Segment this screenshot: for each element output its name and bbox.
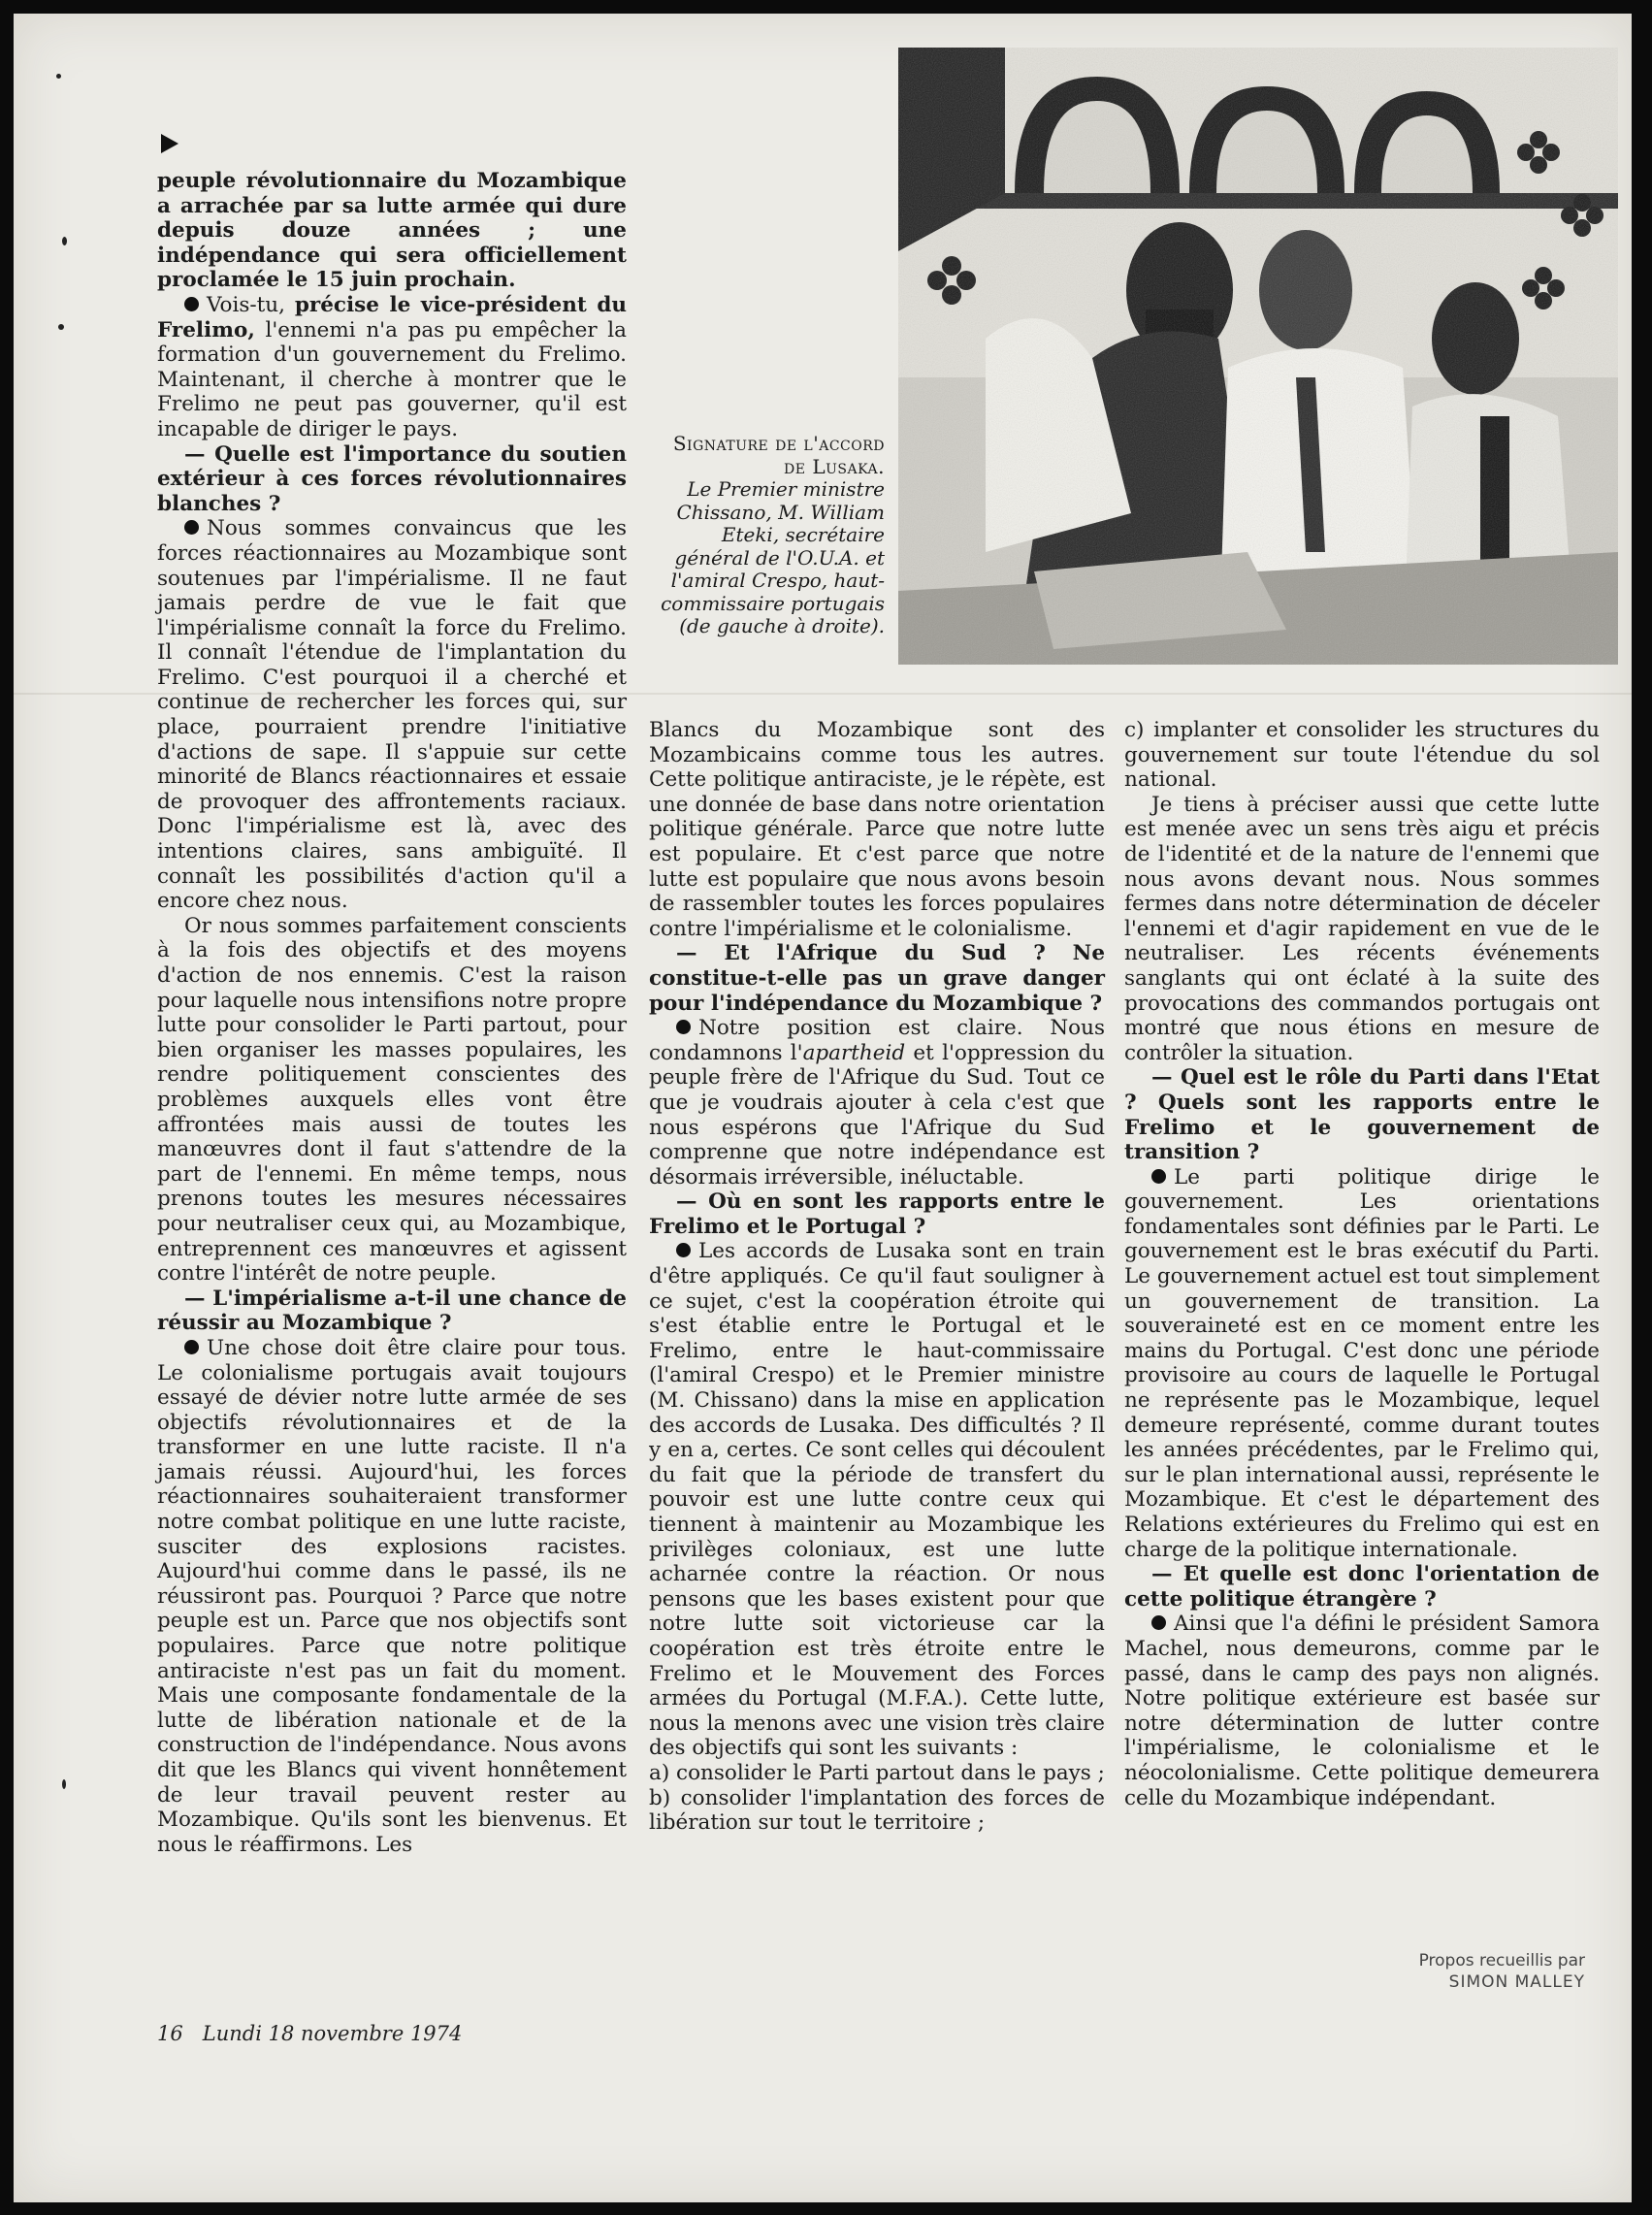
paragraph: Les accords de Lusaka sont en train d'être appliqués. Ce qu'il faut souligner à ce sujet, c'est la coopération étroite qui s'est établie entre le Portugal et le Frelimo, entre le haut-commissaire (l'amiral Crespo) et le Premier ministre (M. Chissano) dans la mise en application des accords de Lusaka. Des difficultés ? Il y en a, certes. Ce sont celles qui découlent du fait que la période de transfert du pouvoir est une lutte contre ceux qui tiennent à maintenir au Mozambique les privilèges coloniaux, est une lutte acharnée contre la réaction. Or nous pensons que les bases existent pour que notre lutte soit victorieuse car la coopération est très étroite entre le Frelimo et le Mouvement des Forces armées du Portugal (M.F.A.). Cette lutte, nous la menons avec une vision très claire des objectifs qui sont les suivants : — [649, 1239, 1105, 1761]
issue-date: Lundi 18 novembre 1974 — [202, 2022, 463, 2045]
caption-body: Le Premier ministre Chissano, M. William Eteki, secrétaire général de l'O.U.A. et l'amiral Crespo, haut-commissaire portugais (de gauche à droite). — [661, 477, 885, 637]
print-speck — [62, 237, 67, 245]
interview-question: — Et quelle est donc l'orientation de cette politique étrangère ? — [1124, 1562, 1600, 1612]
credit-line: Propos recueillis par — [1418, 1951, 1585, 1971]
page-number: 16 — [157, 2022, 183, 2045]
photo-illustration — [898, 48, 1618, 665]
bullet-icon — [184, 520, 199, 535]
list-item: b) consolider l'implantation des forces de libération sur tout le territoire ; — [649, 1785, 1105, 1836]
bullet-icon — [184, 1340, 199, 1354]
print-speck — [62, 1779, 66, 1789]
article-column-3 — [1124, 718, 1600, 1810]
photo-caption — [654, 433, 885, 638]
page-footer — [157, 2022, 462, 2045]
interview-question: — Et l'Afrique du Sud ? Ne constitue-t-elle pas un grave danger pour l'indépendance du Mozambique ? — [649, 941, 1105, 1016]
list-item: c) implanter et consolider les structures du gouvernement sur toute l'étendue du sol national. — [1124, 718, 1600, 793]
interview-question: — Quel est le rôle du Parti dans l'Etat ? Quels sont les rapports entre le Frelimo et le gouvernement de transition ? — [1124, 1065, 1600, 1165]
paragraph: Notre position est claire. Nous condamnons l'apartheid et l'oppression du peuple frère de l'Afrique du Sud. Tout ce que je voudrais ajouter à cela c'est que nous espérons que l'Afrique du Sud comprenne que notre indépendance est désormais irréversible, inéluctable. — [649, 1016, 1106, 1189]
interview-question: — Où en sont les rapports entre le Frelimo et le Portugal ? — [649, 1189, 1105, 1239]
bullet-icon — [184, 297, 199, 311]
print-speck — [56, 74, 61, 79]
bullet-icon — [1151, 1169, 1166, 1184]
article-photo — [898, 48, 1618, 665]
paragraph: Nous sommes convaincus que les forces réactionnaires au Mozambique sont soutenues par l'impérialisme. Il ne faut jamais perdre de vue le fait que l'impérialisme connaît la force du Frelimo. Il connaît l'étendue de l'implantation du Frelimo. C'est pourquoi il a cherché et continue de rechercher les forces qui, sur place, pourraient prendre l'initiative d'actions de sape. Il s'appuie sur cette minorité de Blancs réactionnaires et essaie de provoquer des affrontements raciaux. Donc l'impérialisme est là, avec des intentions claires, sans ambiguïté. Il connaît les possibilités d'action qu'il a encore chez nous. — [157, 516, 627, 914]
paragraph: peuple révolutionnaire du Mozambique a arrachée par sa lutte armée qui dure depuis douze années ; une indépendance qui sera officiellement proclamée le 15 juin prochain. — [157, 169, 627, 293]
bullet-icon — [676, 1020, 691, 1034]
paragraph: Vois-tu, précise le vice-président du Frelimo, l'ennemi n'a pas pu empêcher la formation d'un gouvernement du Frelimo. Maintenant, il cherche à montrer que le Frelimo ne peut pas gouverner, qu'il est incapable de diriger le pays. — [157, 292, 627, 441]
caption-heading: Signature de l'accord de Lusaka. — [672, 432, 885, 478]
newspaper-page — [14, 14, 1632, 2202]
interview-question: — L'impérialisme a-t-il une chance de réussir au Mozambique ? — [157, 1286, 627, 1336]
article-column-1 — [157, 169, 627, 1857]
paragraph: Blancs du Mozambique sont des Mozambicains comme tous les autres. Cette politique antiraciste, je le répète, est une donnée de base dans notre orientation politique générale. Parce que notre lutte est populaire. Et c'est parce que notre lutte est populaire que nous avons besoin de rassembler toutes les forces populaires contre l'impérialisme et le colonialisme. — [649, 718, 1105, 941]
paragraph: Or nous sommes parfaitement conscients à la fois des objectifs et des moyens d'action de nos ennemis. C'est la raison pour laquelle nous intensifions notre propre lutte pour consolider le Parti partout, pour bien organiser les masses populaires, les rendre politiquement conscientes des problèmes auxquels elles vont être affrontées mais aussi de toutes les manœuvres dont il faut s'attendre de la part de l'ennemi. En même temps, nous prenons toutes les mesures nécessaires pour neutraliser ceux qui, au Mozambique, entreprennent ces manœuvres et agissent contre l'intérêt de notre peuple. — [157, 913, 627, 1287]
print-speck — [58, 324, 64, 330]
paragraph: Une chose doit être claire pour tous. Le colonialisme portugais avait toujours essayé de dévier notre lutte armée de ses objectifs révolutionnaires et de la transformer en une lutte raciste. Il n'a jamais réussi. Aujourd'hui, les forces réactionnaires souhaiteraient transformer notre combat politique en une lutte raciste, susciter des explosions racistes. Aujourd'hui comme dans le passé, ils ne réussiront pas. Pourquoi ? Parce que notre peuple est un. Parce que nos objectifs sont populaires. Parce que notre politique antiraciste n'est pas un fait du moment. Mais une composante fondamentale de la lutte de libération nationale et de la construction de l'indépendance. Nous avons dit que les Blancs qui vivent honnêtement de leur travail peuvent rester au Mozambique. Qu'ils sont les bienvenus. Et nous le réaffirmons. Les — [157, 1335, 627, 1857]
continuation-arrow-icon — [161, 134, 178, 153]
paragraph: Je tiens à préciser aussi que cette lutte est menée avec un sens très aigu et précis de l'identité et de la nature de l'ennemi que nous avons devant nous. Nous sommes fermes dans notre détermination de déceler l'ennemi et d'agir rapidement en vue de le neutraliser. Les récents événements sanglants qui ont éclaté à la suite des provocations des commandos portugais ont montré que nous étions en mesure de contrôler la situation. — [1124, 792, 1600, 1065]
bullet-icon — [1151, 1615, 1166, 1630]
paragraph: Le parti politique dirige le gouvernement. Les orientations fondamentales sont définies par le Parti. Le gouvernement est le bras exécutif du Parti. Le gouvernement actuel est tout simplement un gouvernement de transition. La souveraineté est en ce moment entre les mains du Portugal. C'est donc une période provisoire au cours de laquelle le Portugal ne représente pas le Mozambique, lequel demeure représenté, comme durant toutes les années précédentes, par le Frelimo qui, sur le plan international aussi, représente le Mozambique. Et c'est le département des Relations extérieures du Frelimo qui est en charge de la politique internationale. — [1124, 1164, 1600, 1562]
list-item: a) consolider le Parti partout dans le pays ; — [649, 1760, 1105, 1785]
article-column-2 — [649, 718, 1105, 1836]
bullet-icon — [676, 1243, 691, 1257]
credit-author: SIMON MALLEY — [1448, 1972, 1585, 1992]
paragraph: Ainsi que l'a défini le président Samora Machel, nous demeurons, comme par le passé, dans le camp des pays non alignés. Notre politique extérieure est basée sur notre détermination de lutter contre l'impérialisme, le colonialisme et le néocolonialisme. Cette politique demeurera celle du Mozambique indépendant. — [1124, 1612, 1600, 1810]
interview-question: — Quelle est l'importance du soutien extérieur à ces forces révolutionnaires blanches ? — [157, 441, 627, 516]
interview-credit — [1294, 1950, 1585, 1993]
